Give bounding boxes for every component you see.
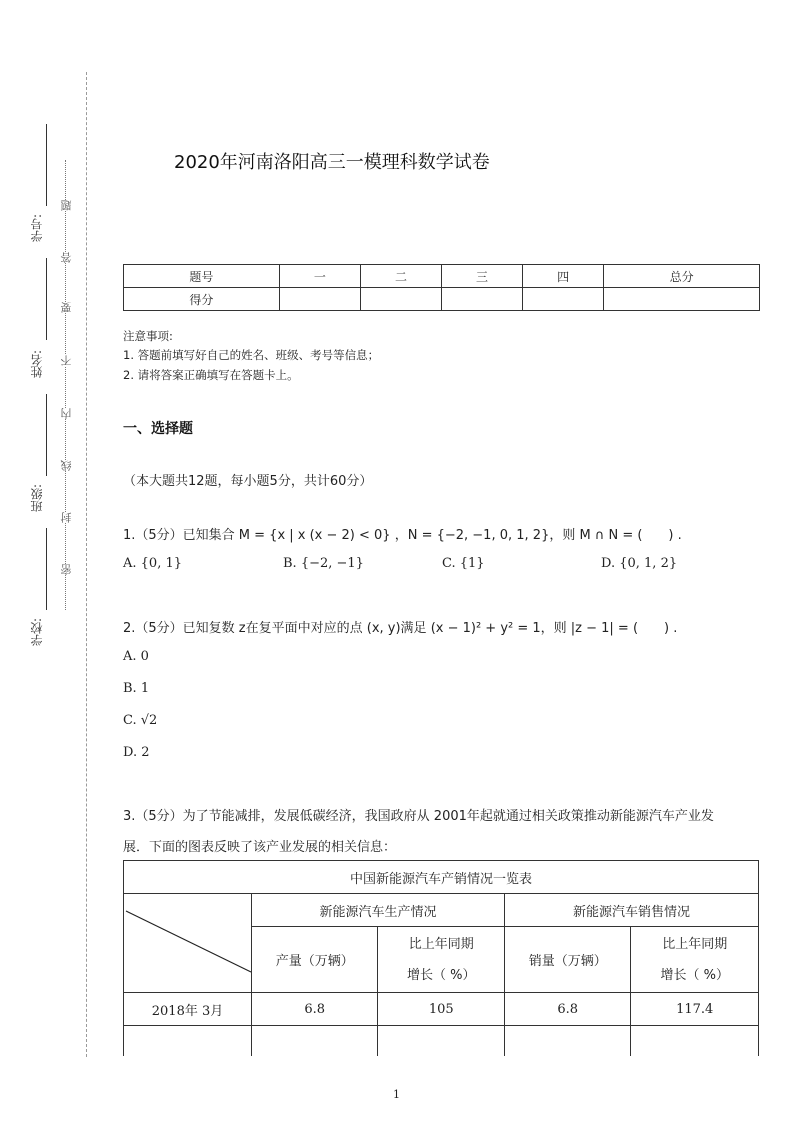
notice-item: 2. 请将答案正确填写在答题卡上。 <box>123 368 299 382</box>
score-table-header-row <box>124 265 760 288</box>
table-title-row <box>124 861 759 894</box>
seal-char: 封 <box>60 512 73 523</box>
seal-char: 答 <box>60 252 73 263</box>
score-table <box>123 264 760 311</box>
question-1-text: 1.（5分）已知集合 M = {x | x (x − 2) < 0} ，N = {−2, −1, 0, 1, 2}，则 M ∩ N = ( ) . <box>123 528 682 543</box>
score-cell: 一 <box>279 265 360 288</box>
output-growth-header-line1: 比上年同期 <box>408 936 474 952</box>
sales-group-header: 新能源汽车销售情况 <box>504 894 758 927</box>
score-cell: 四 <box>523 265 604 288</box>
output-growth-header <box>378 927 504 993</box>
empty-cell <box>504 1026 630 1057</box>
q2-option-b: B. 1 <box>123 681 150 696</box>
school-label: 学校: <box>30 618 44 647</box>
student-id-label: 学号: <box>30 214 44 243</box>
sales-growth-header-line1: 比上年同期 <box>662 936 728 952</box>
seal-char: 密 <box>60 564 73 575</box>
exam-title: 2020年河南洛阳高三一模理科数学试卷 <box>174 152 490 173</box>
student-id-line <box>46 124 47 206</box>
seal-char: 线 <box>60 460 73 471</box>
seal-char: 要 <box>60 302 73 313</box>
seal-char: 题 <box>60 200 73 211</box>
row-output-growth: 105 <box>378 993 504 1026</box>
empty-cell <box>252 1026 378 1057</box>
empty-cell <box>124 1026 252 1057</box>
section-title: 一、选择题 <box>123 421 193 437</box>
empty-cell <box>631 1026 759 1057</box>
binding-dashed-line <box>86 72 87 1057</box>
q1-option-a: A. {0, 1} <box>123 556 183 571</box>
seal-char: 不 <box>60 355 73 366</box>
name-line <box>46 258 47 340</box>
table-title: 中国新能源汽车产销情况一览表 <box>124 861 759 894</box>
sales-growth-header <box>631 927 759 993</box>
section-info: （本大题共12题，每小题5分，共计60分） <box>123 474 373 489</box>
notice-heading: 注意事项: <box>123 329 173 343</box>
seal-dotted-line <box>65 160 66 610</box>
page-number: 1 <box>393 1088 400 1101</box>
q2-option-a: A. 0 <box>123 649 149 664</box>
output-header: 产量（万辆） <box>252 927 378 993</box>
score-cell: 总分 <box>604 265 760 288</box>
row-sales: 6.8 <box>504 993 630 1026</box>
table-group-row <box>124 894 759 927</box>
q2-option-c: C. √2 <box>123 713 158 728</box>
row-period: 2018年 3月 <box>124 993 252 1026</box>
score-table-score-row <box>124 288 760 311</box>
table-row <box>124 993 759 1026</box>
school-line <box>46 528 47 610</box>
question-2-text: 2.（5分）已知复数 z在复平面中对应的点 (x, y)满足 (x − 1)² + y² = 1，则 |z − 1| = ( ) . <box>123 621 678 636</box>
score-cell: 题号 <box>124 265 280 288</box>
name-label: 姓名: <box>30 350 44 379</box>
score-blank <box>279 288 360 311</box>
score-cell: 二 <box>360 265 441 288</box>
sales-growth-header-line2: 增长（ %） <box>660 967 729 983</box>
row-output: 6.8 <box>252 993 378 1026</box>
score-row-label: 得分 <box>124 288 280 311</box>
output-growth-header-line2: 增长（ %） <box>406 967 476 983</box>
q1-option-b: B. {−2, −1} <box>283 556 364 571</box>
diagonal-line <box>124 894 251 992</box>
empty-cell <box>378 1026 504 1057</box>
q1-option-d: D. {0, 1, 2} <box>601 556 678 571</box>
q2-option-d: D. 2 <box>123 745 150 760</box>
score-cell: 三 <box>441 265 522 288</box>
question-3-text-line2: 展．下面的图表反映了该产业发展的相关信息： <box>123 840 397 855</box>
production-group-header: 新能源汽车生产情况 <box>252 894 505 927</box>
diagonal-header-cell <box>124 894 252 993</box>
sales-header: 销量（万辆） <box>504 927 630 993</box>
class-line <box>46 394 47 476</box>
seal-char: 内 <box>60 408 73 419</box>
score-blank <box>523 288 604 311</box>
ev-production-sales-table <box>123 860 759 1056</box>
score-blank <box>441 288 522 311</box>
question-3-text-line1: 3.（5分）为了节能减排，发展低碳经济，我国政府从 2001年起就通过相关政策推动新能源汽车产业发 <box>123 809 714 824</box>
score-blank <box>360 288 441 311</box>
score-blank <box>604 288 760 311</box>
row-sales-growth: 117.4 <box>631 993 759 1026</box>
notice-item: 1. 答题前填写好自己的姓名、班级、考号等信息； <box>123 348 380 362</box>
class-label: 班级: <box>30 484 44 513</box>
q1-option-c: C. {1} <box>442 556 485 571</box>
table-row-continued <box>124 1026 759 1057</box>
